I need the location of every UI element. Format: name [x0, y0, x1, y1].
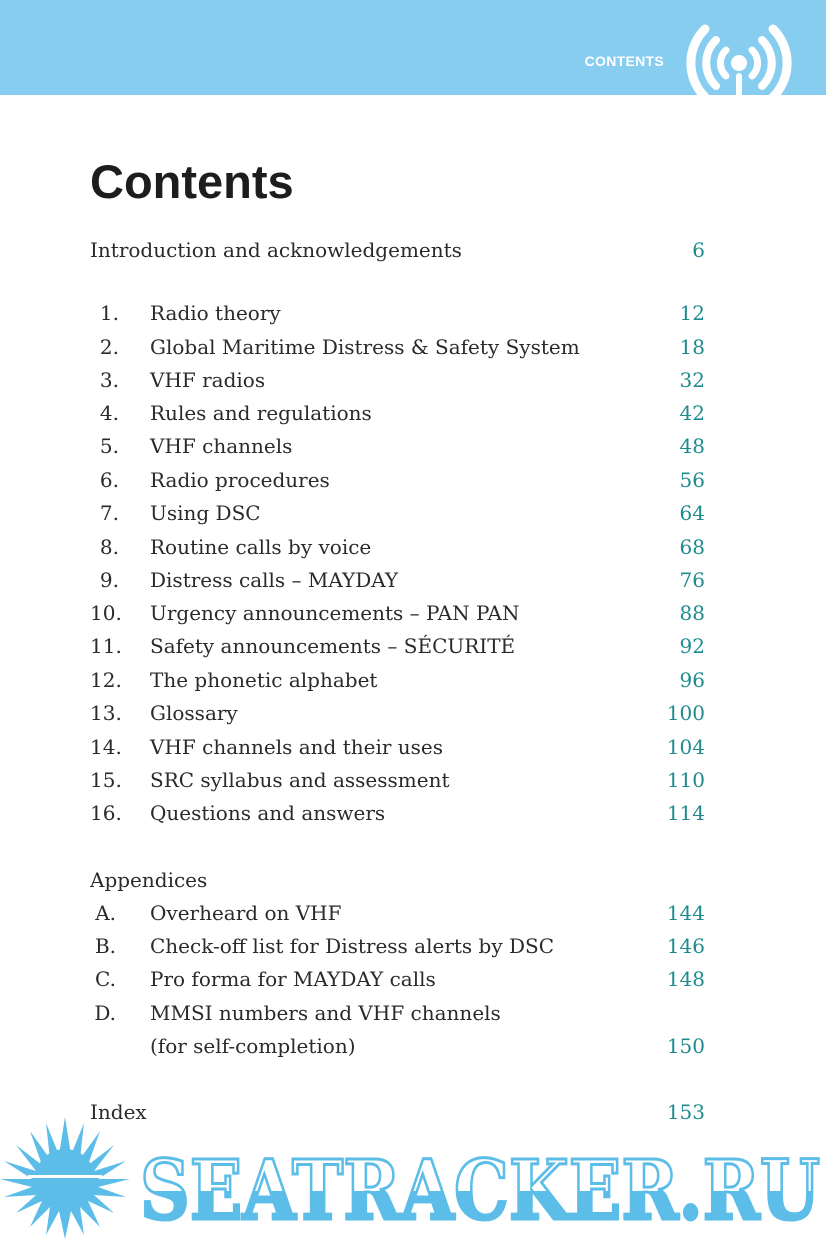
toc-entry-appendix[interactable] [90, 898, 705, 928]
toc-entry-number: 2. [99, 335, 119, 359]
toc-entry-chapter[interactable] [90, 631, 705, 661]
toc-entry-chapter[interactable] [90, 698, 705, 728]
toc-entry-title: SRC syllabus and assessment [150, 768, 450, 792]
toc-entry-page: 42 [679, 401, 705, 425]
toc-entry-title: MMSI numbers and VHF channels [150, 1001, 501, 1025]
toc-entry-title: Global Maritime Distress & Safety System [150, 335, 580, 359]
watermark [0, 1115, 826, 1240]
toc-entry-title-continued: (for self-completion) [150, 1034, 356, 1058]
toc-entry-title: VHF channels [150, 434, 293, 458]
toc-entry-number: 13. [90, 701, 122, 725]
toc-entry-page: 146 [666, 934, 705, 958]
toc-entry-page: 56 [679, 468, 705, 492]
toc-entry-letter: B. [94, 934, 116, 958]
toc-entry-number: 7. [99, 501, 119, 525]
toc-entry-chapter[interactable] [90, 431, 705, 461]
toc-entry-page: 148 [666, 967, 705, 991]
radio-signal-icon [676, 0, 816, 95]
toc-entry-title: Glossary [150, 701, 238, 725]
toc-entry-title: The phonetic alphabet [150, 668, 378, 692]
toc-entry-chapter[interactable] [90, 398, 705, 428]
toc-entry-number: 5. [99, 434, 119, 458]
toc-entry-title: VHF channels and their uses [150, 735, 444, 759]
toc-entry-page: 104 [666, 735, 705, 759]
toc-entry-chapter[interactable] [90, 332, 705, 362]
toc-entry-title: Check-off list for Distress alerts by DSC [150, 934, 555, 958]
toc-entry-page: 92 [679, 634, 705, 658]
toc-entry-intro[interactable] [90, 235, 705, 265]
toc-entry-number: 11. [90, 634, 122, 658]
toc-entry-chapter[interactable] [90, 465, 705, 495]
toc-entry-page: 64 [679, 501, 705, 525]
toc-entry-title: Rules and regulations [150, 401, 372, 425]
toc-entry-title: Index [90, 1100, 147, 1124]
toc-entry-page: 68 [679, 535, 705, 559]
toc-entry-title: Distress calls – MAYDAY [150, 568, 399, 592]
toc-entry-title: Pro forma for MAYDAY calls [150, 967, 436, 991]
toc-entry-title: Questions and answers [150, 801, 386, 825]
toc-entry-page: 100 [666, 701, 705, 725]
toc-entry-page: 76 [679, 568, 705, 592]
appendices-heading-text: Appendices [90, 868, 208, 892]
toc-entry-chapter[interactable] [90, 732, 705, 762]
toc-entry-page: 144 [666, 901, 705, 925]
toc-entry-title: Introduction and acknowledgements [90, 238, 462, 262]
running-header-label: CONTENTS [584, 53, 664, 69]
toc-entry-title: VHF radios [150, 368, 266, 392]
toc-entry-page: 48 [679, 434, 705, 458]
toc-entry-number: 4. [99, 401, 119, 425]
toc-entry-appendix-cont[interactable] [90, 1031, 705, 1061]
toc-entry-appendix[interactable] [90, 931, 705, 961]
toc-entry-page: 88 [679, 601, 705, 625]
toc-entry-chapter[interactable] [90, 532, 705, 562]
toc-entry-page: 6 [692, 238, 705, 262]
toc-entry-number: 15. [90, 768, 122, 792]
toc-entry-page: 18 [679, 335, 705, 359]
toc-entry-number: 10. [90, 601, 122, 625]
toc-entry-title: Safety announcements – SÉCURITÉ [150, 634, 516, 658]
toc-entry-number: 12. [90, 668, 122, 692]
toc-entry-title: Overheard on VHF [150, 901, 342, 925]
toc-entry-letter: C. [95, 967, 116, 991]
toc-entry-title: Radio theory [150, 301, 281, 325]
toc-entry-page: 114 [666, 801, 705, 825]
toc-entry-chapter[interactable] [90, 665, 705, 695]
toc-entry-chapter[interactable] [90, 365, 705, 395]
toc-entry-title: Using DSC [150, 501, 261, 525]
toc-entry-chapter[interactable] [90, 565, 705, 595]
toc-entry-chapter[interactable] [90, 798, 705, 828]
toc-entry-appendix[interactable] [90, 964, 705, 994]
toc-entry-number: 16. [90, 801, 122, 825]
toc-entry-page: 150 [666, 1034, 705, 1058]
toc-entry-chapter[interactable] [90, 298, 705, 328]
toc-entry-number: 14. [90, 735, 122, 759]
appendices-heading [90, 865, 705, 895]
toc-entry-page: 96 [679, 668, 705, 692]
page-title: Contents [90, 155, 294, 208]
toc-entry-page: 110 [666, 768, 705, 792]
toc-entry-page: 12 [679, 301, 705, 325]
toc-entry-number: 8. [99, 535, 119, 559]
toc-entry-appendix[interactable] [90, 998, 705, 1028]
toc-entry-letter: A. [95, 901, 116, 925]
toc-entry-title: Radio procedures [150, 468, 330, 492]
toc-entry-title: Routine calls by voice [150, 535, 372, 559]
toc-entry-chapter[interactable] [90, 598, 705, 628]
watermark-text: SEATRACKER.RU [140, 1143, 820, 1239]
header-band [0, 0, 826, 95]
toc-entry-chapter[interactable] [90, 765, 705, 795]
toc-entry-page: 32 [679, 368, 705, 392]
toc-entry-title: Urgency announcements – PAN PAN [150, 601, 520, 625]
sun-burst-icon [0, 1117, 130, 1239]
toc-entry-number: 9. [99, 568, 119, 592]
toc-entry-page: 153 [666, 1100, 705, 1124]
toc-entry-chapter[interactable] [90, 498, 705, 528]
toc-entry-number: 1. [99, 301, 119, 325]
toc-entry-letter: D. [94, 1001, 116, 1025]
toc-entry-number: 6. [99, 468, 119, 492]
toc-entry-number: 3. [99, 368, 119, 392]
